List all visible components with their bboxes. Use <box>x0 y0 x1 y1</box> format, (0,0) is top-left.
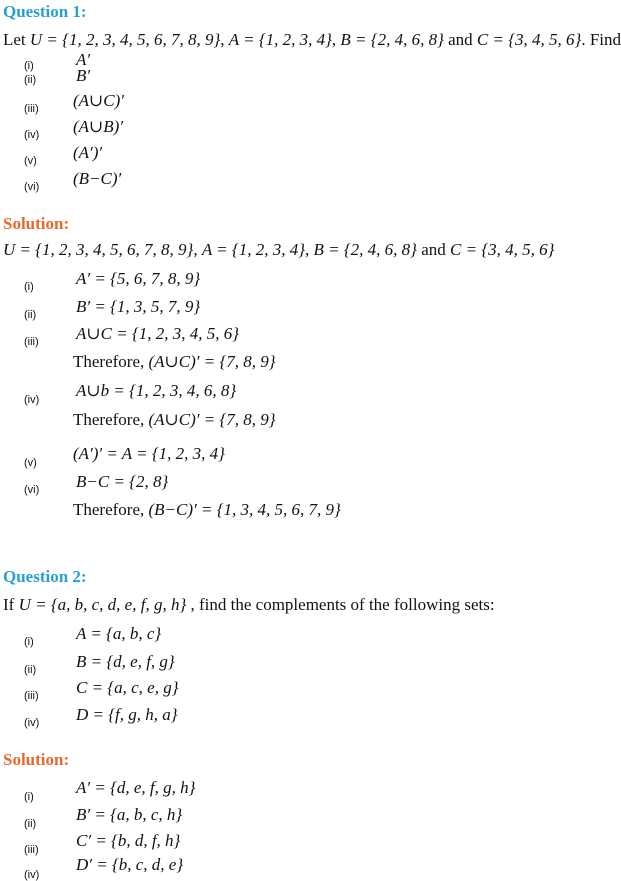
q1-part-expr: B′ <box>76 66 91 85</box>
s1-line-label: (v) <box>24 457 37 469</box>
s1-line-expr: B′ = {1, 3, 5, 7, 9} <box>76 297 201 316</box>
question-2-heading: Question 2: <box>3 567 87 586</box>
s1-line-expr: (A′)′ = A = {1, 2, 3, 4} <box>73 444 225 463</box>
solution-1-intro: U = {1, 2, 3, 4, 5, 6, 7, 8, 9}, A = {1, 2, 3, 4}, B = {2, 4, 6, 8} and C = {3, 4, 5, 6} <box>3 240 555 259</box>
intro-let: Let <box>3 30 26 49</box>
q1-part-expr: (B−C)′ <box>73 169 122 188</box>
word-find: . Find <box>581 30 621 49</box>
intro-if: If <box>3 595 15 614</box>
s1-line-label: (ii) <box>24 309 37 321</box>
s2-line-label: (iv) <box>24 869 40 881</box>
word-and: and <box>448 30 473 49</box>
q1-part-expr: A′ <box>76 50 91 69</box>
q1-part-label: (v) <box>24 155 37 167</box>
s2-line-label: (iii) <box>24 844 39 856</box>
word-and: and <box>421 240 446 259</box>
q2-part-expr: B = {d, e, f, g} <box>76 652 175 671</box>
therefore-word: Therefore, <box>73 352 145 371</box>
s1-line-expr: (A∪C)′ = {7, 8, 9} <box>148 352 276 371</box>
solution-1-heading: Solution: <box>3 214 70 233</box>
set-u: U = {a, b, c, d, e, f, g, h} <box>18 595 187 614</box>
therefore-word: Therefore, <box>73 410 145 429</box>
s1-therefore-line <box>73 500 341 520</box>
s1-line-expr: A′ = {5, 6, 7, 8, 9} <box>76 269 201 288</box>
s1-line-label: (vi) <box>24 484 40 496</box>
therefore-word: Therefore, <box>73 500 145 519</box>
q2-part-label: (iii) <box>24 690 39 702</box>
s1-line-expr: A∪C = {1, 2, 3, 4, 5, 6} <box>76 324 240 343</box>
question-1-heading: Question 1: <box>3 2 87 21</box>
solution-2-heading: Solution: <box>3 750 70 769</box>
set-a: A = {1, 2, 3, 4} <box>201 240 306 259</box>
set-c: C = {3, 4, 5, 6} <box>476 30 582 49</box>
s2-line-label: (i) <box>24 791 34 803</box>
q1-part-label: (iv) <box>24 129 40 141</box>
q1-part-expr: (A′)′ <box>73 143 103 162</box>
s1-line-expr: A∪b = {1, 2, 3, 4, 6, 8} <box>76 381 237 400</box>
s1-therefore-line <box>73 352 276 372</box>
q2-part-label: (iv) <box>24 717 40 729</box>
s2-line-expr: C′ = {b, d, f, h} <box>76 831 181 850</box>
set-b: B = {2, 4, 6, 8} <box>340 30 444 49</box>
q1-part-expr: (A∪B)′ <box>73 117 124 136</box>
s1-line-expr: B−C = {2, 8} <box>76 472 169 491</box>
set-u: U = {1, 2, 3, 4, 5, 6, 7, 8, 9} <box>3 240 194 259</box>
set-b: B = {2, 4, 6, 8} <box>313 240 417 259</box>
s1-line-expr: (A∪C)′ = {7, 8, 9} <box>148 410 276 429</box>
q1-part-label: (i) <box>24 60 34 72</box>
q1-part-expr: (A∪C)′ <box>73 91 125 110</box>
q2-part-label: (i) <box>24 636 34 648</box>
s1-therefore-line <box>73 410 276 430</box>
q2-part-expr: D = {f, g, h, a} <box>76 705 178 724</box>
q1-part-label: (vi) <box>24 181 40 193</box>
q2-part-expr: A = {a, b, c} <box>76 624 162 643</box>
question-1-intro: Let U = {1, 2, 3, 4, 5, 6, 7, 8, 9}, A = {1, 2, 3, 4}, B = {2, 4, 6, 8} and C = {3, 4, 5, 6}. Find <box>3 30 621 49</box>
s1-line-label: (iii) <box>24 336 39 348</box>
s2-line-expr: D′ = {b, c, d, e} <box>76 855 184 874</box>
set-a: A = {1, 2, 3, 4} <box>228 30 332 49</box>
s1-line-label: (i) <box>24 281 34 293</box>
s2-line-expr: B′ = {a, b, c, h} <box>76 805 183 824</box>
s1-line-label: (iv) <box>24 394 40 406</box>
q1-part-label: (ii) <box>24 74 37 86</box>
question-2-intro <box>3 595 495 615</box>
s1-line-expr: (B−C)′ = {1, 3, 4, 5, 6, 7, 9} <box>148 500 341 519</box>
q2-part-label: (ii) <box>24 664 37 676</box>
q2-part-expr: C = {a, c, e, g} <box>76 678 179 697</box>
intro-suffix: , find the complements of the following sets: <box>190 595 495 614</box>
s2-line-label: (ii) <box>24 818 37 830</box>
q1-part-label: (iii) <box>24 103 39 115</box>
set-u: U = {1, 2, 3, 4, 5, 6, 7, 8, 9} <box>29 30 221 49</box>
set-c: C = {3, 4, 5, 6} <box>450 240 555 259</box>
s2-line-expr: A′ = {d, e, f, g, h} <box>76 778 196 797</box>
